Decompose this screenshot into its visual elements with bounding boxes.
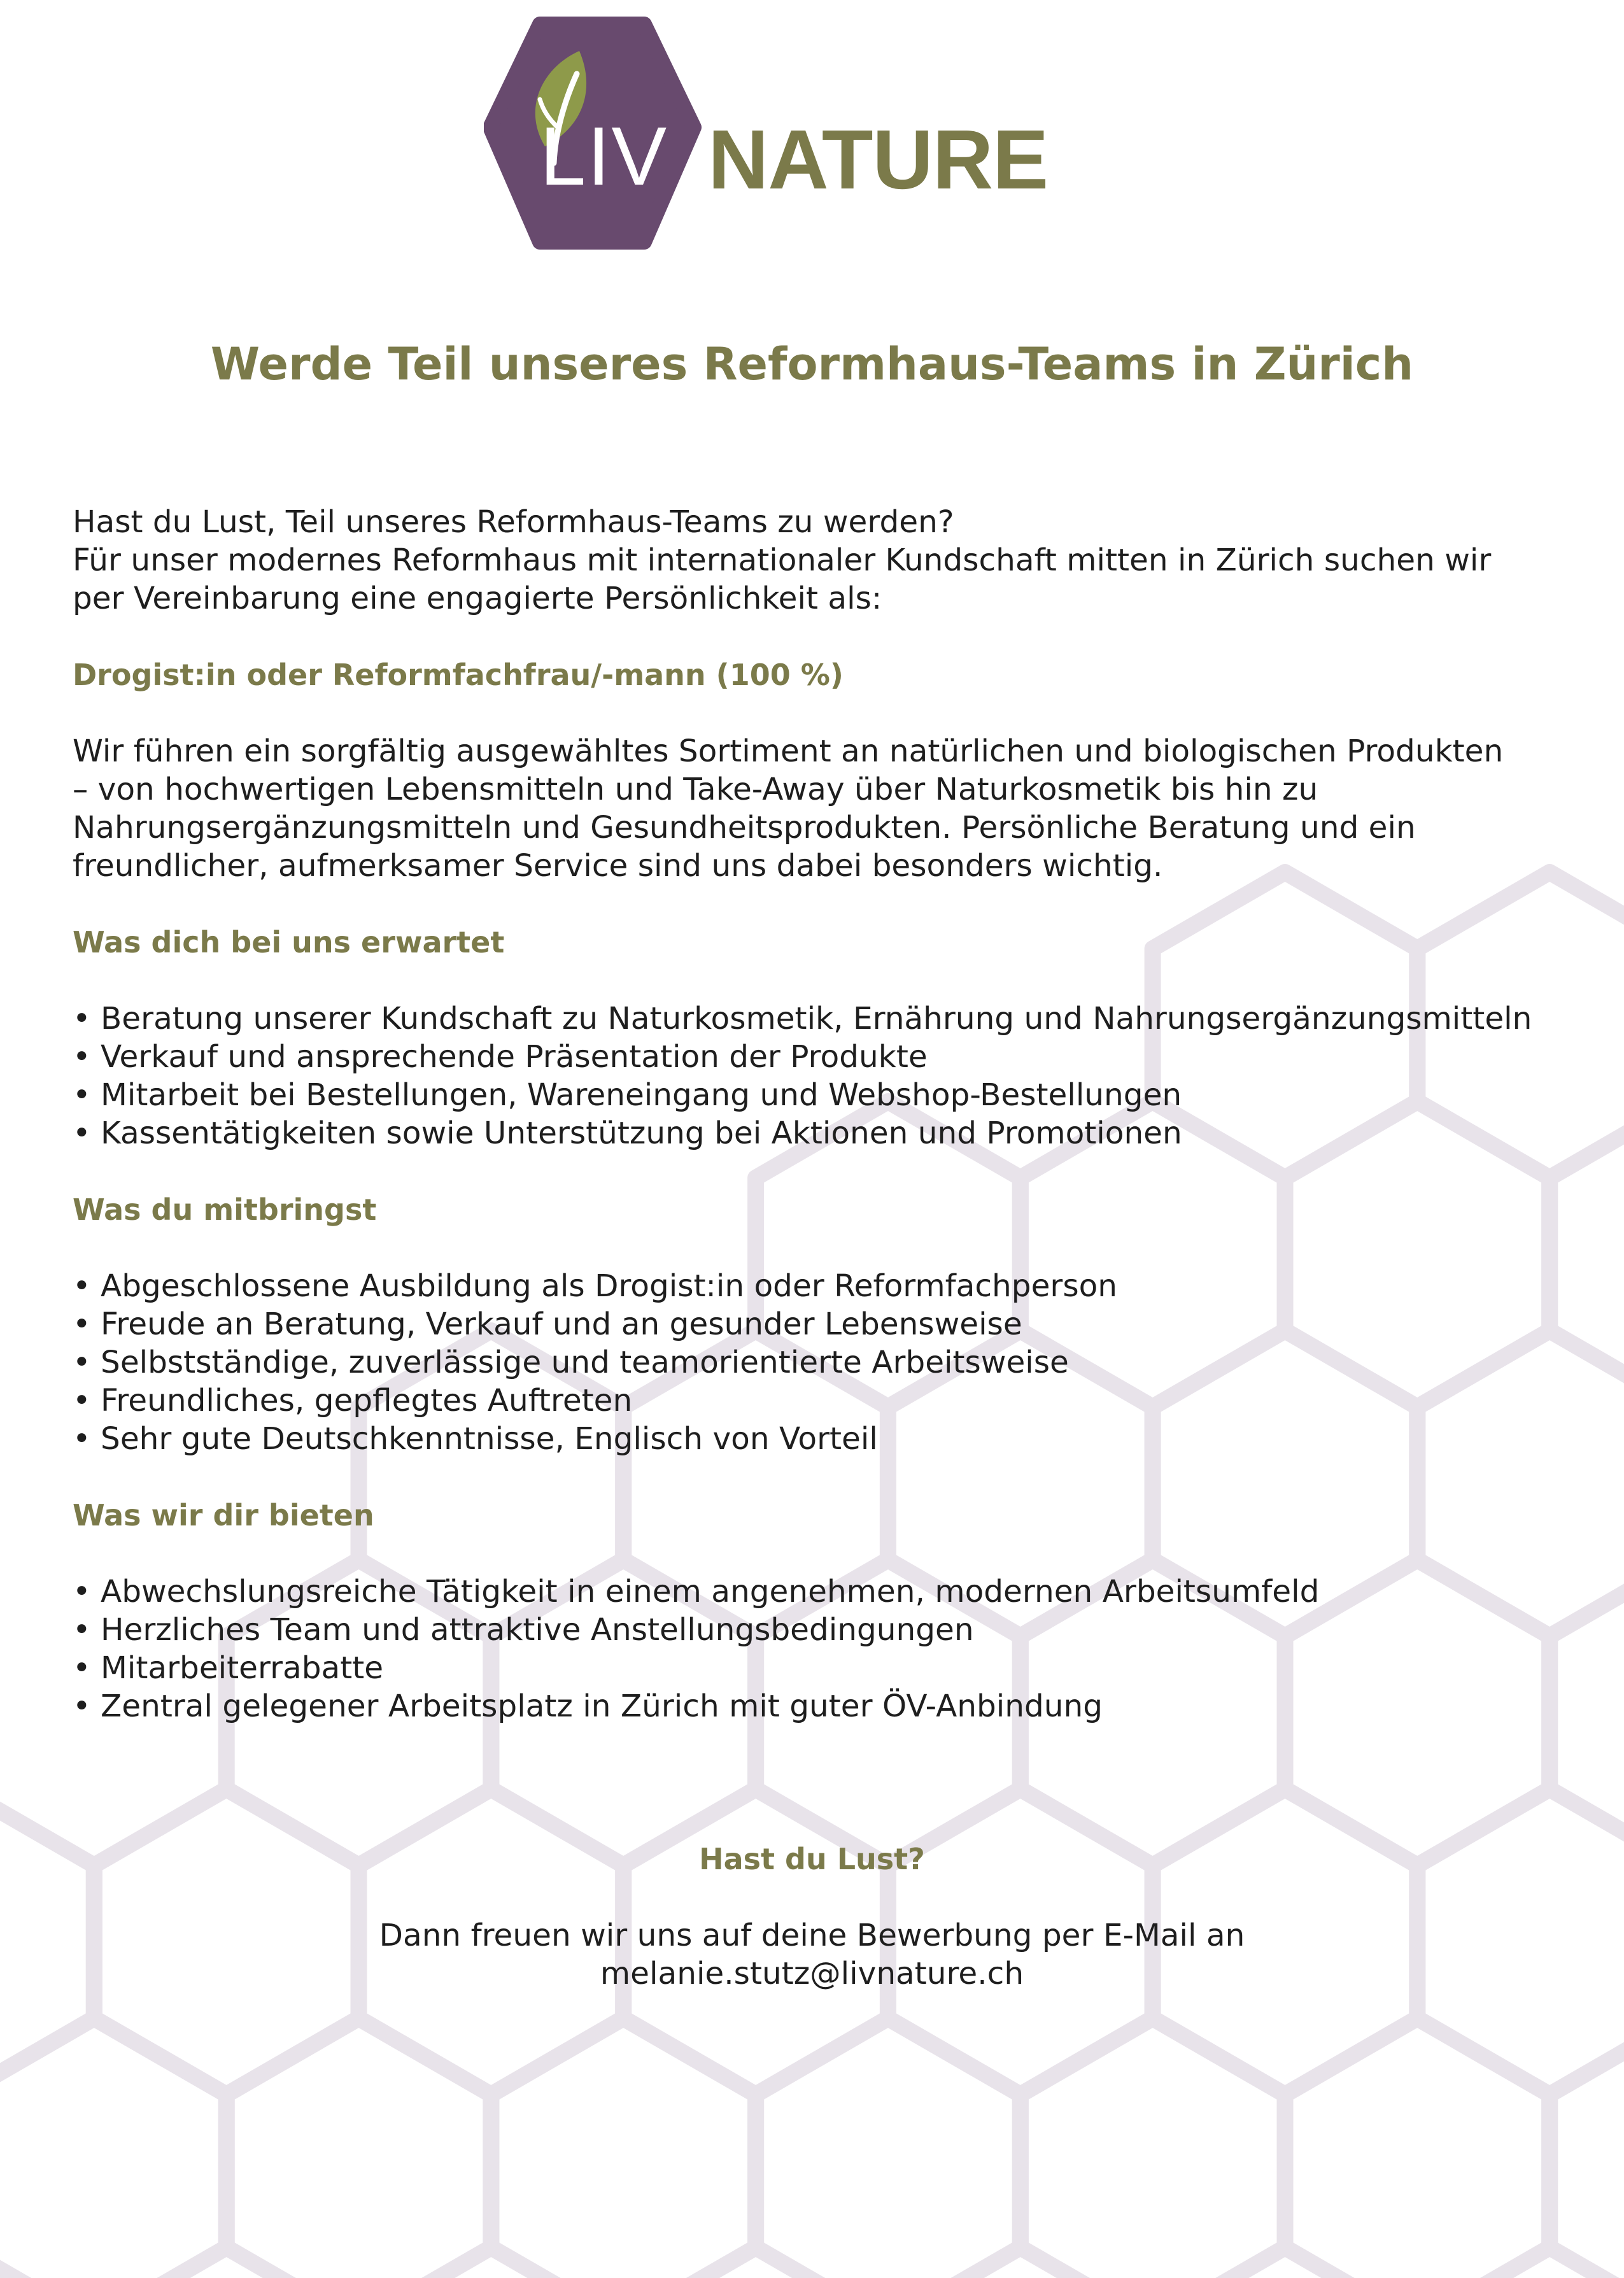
background-hexagon [0, 2247, 94, 2278]
list-item: • Verkauf und ansprechende Präsentation der Produkte [73, 1038, 1588, 1076]
bullet-list [73, 1573, 1588, 1725]
cta-text: Dann freuen wir uns auf deine Bewerbung per E-Mail an [379, 1918, 1245, 1953]
section-heading: Was du mitbringst [73, 1192, 377, 1227]
background-hexagon [623, 2247, 888, 2278]
logo-nature-text: NATURE [708, 113, 1049, 206]
intro-line: Hast du Lust, Teil unseres Reformhaus-Teams zu werden? [73, 504, 954, 540]
background-hexagon [1153, 2247, 1418, 2278]
list-item: • Abgeschlossene Ausbildung als Drogist:in oder Reformfachperson [73, 1267, 1588, 1305]
background-hexagon [756, 2018, 1020, 2278]
position-title: Drogist:in oder Reformfachfrau/-mann (100 %) [73, 658, 844, 692]
background-hexagon [1285, 2018, 1550, 2278]
background-hexagon [359, 2247, 624, 2278]
description-line: Wir führen ein sorgfältig ausgewähltes Sortiment an natürlichen und biologischen Produkten [73, 733, 1504, 769]
list-item: • Freundliches, gepflegtes Auftreten [73, 1382, 1588, 1420]
call-to-action [0, 1840, 1624, 1993]
list-item: • Kassentätigkeiten sowie Unterstützung bei Aktionen und Promotionen [73, 1114, 1588, 1152]
section-heading: Was wir dir bieten [73, 1498, 374, 1532]
list-item: • Freude an Beratung, Verkauf und an gesunder Lebensweise [73, 1305, 1588, 1343]
background-hexagon [1550, 2018, 1624, 2278]
background-hexagon [0, 2018, 227, 2278]
background-hexagon [491, 2018, 756, 2278]
logo-liv-text: LIV [540, 110, 668, 202]
background-hexagon [888, 2247, 1153, 2278]
list-item: • Mitarbeiterrabatte [73, 1649, 1588, 1687]
bullet-list [73, 1000, 1588, 1152]
description-line: freundlicher, aufmerksamer Service sind uns dabei besonders wichtig. [73, 848, 1163, 884]
intro-line: Für unser modernes Reformhaus mit internationaler Kundschaft mitten in Zürich suchen wir [73, 542, 1492, 578]
section-heading: Was dich bei uns erwartet [73, 925, 505, 959]
company-description [73, 732, 1588, 885]
cta-heading: Hast du Lust? [699, 1842, 925, 1876]
bullet-list [73, 1267, 1588, 1458]
background-hexagon [94, 2247, 359, 2278]
background-hexagon [1020, 2018, 1285, 2278]
list-item: • Herzliches Team und attraktive Anstellungsbedingungen [73, 1611, 1588, 1649]
background-hexagon [1417, 2247, 1624, 2278]
list-item: • Abwechslungsreiche Tätigkeit in einem angenehmen, modernen Arbeitsumfeld [73, 1573, 1588, 1611]
intro-line: per Vereinbarung eine engagierte Persönlichkeit als: [73, 581, 882, 616]
section-expectations [73, 923, 1588, 1152]
page-title: Werde Teil unseres Reformhaus-Teams in Zürich [210, 338, 1414, 390]
list-item: • Sehr gute Deutschkenntnisse, Englisch von Vorteil [73, 1420, 1588, 1458]
intro-paragraph [73, 503, 1588, 618]
job-posting-body [73, 503, 1588, 1725]
livnature-logo [484, 13, 1057, 255]
list-item: • Selbstständige, zuverlässige und teamorientierte Arbeitsweise [73, 1343, 1588, 1382]
list-item: • Mitarbeit bei Bestellungen, Wareneingang und Webshop-Bestellungen [73, 1076, 1588, 1114]
contact-email[interactable]: melanie.stutz@livnature.ch [600, 1956, 1024, 1991]
list-item: • Zentral gelegener Arbeitsplatz in Zürich mit guter ÖV-Anbindung [73, 1687, 1588, 1725]
section-requirements [73, 1191, 1588, 1458]
background-hexagon [227, 2018, 491, 2278]
description-line: Nahrungsergänzungsmitteln und Gesundheitsprodukten. Persönliche Beratung und ein [73, 810, 1416, 845]
description-line: – von hochwertigen Lebensmitteln und Take-Away über Naturkosmetik bis hin zu [73, 772, 1318, 807]
section-offer [73, 1496, 1588, 1725]
list-item: • Beratung unserer Kundschaft zu Naturkosmetik, Ernährung und Nahrungsergänzungsmitteln [73, 1000, 1588, 1038]
